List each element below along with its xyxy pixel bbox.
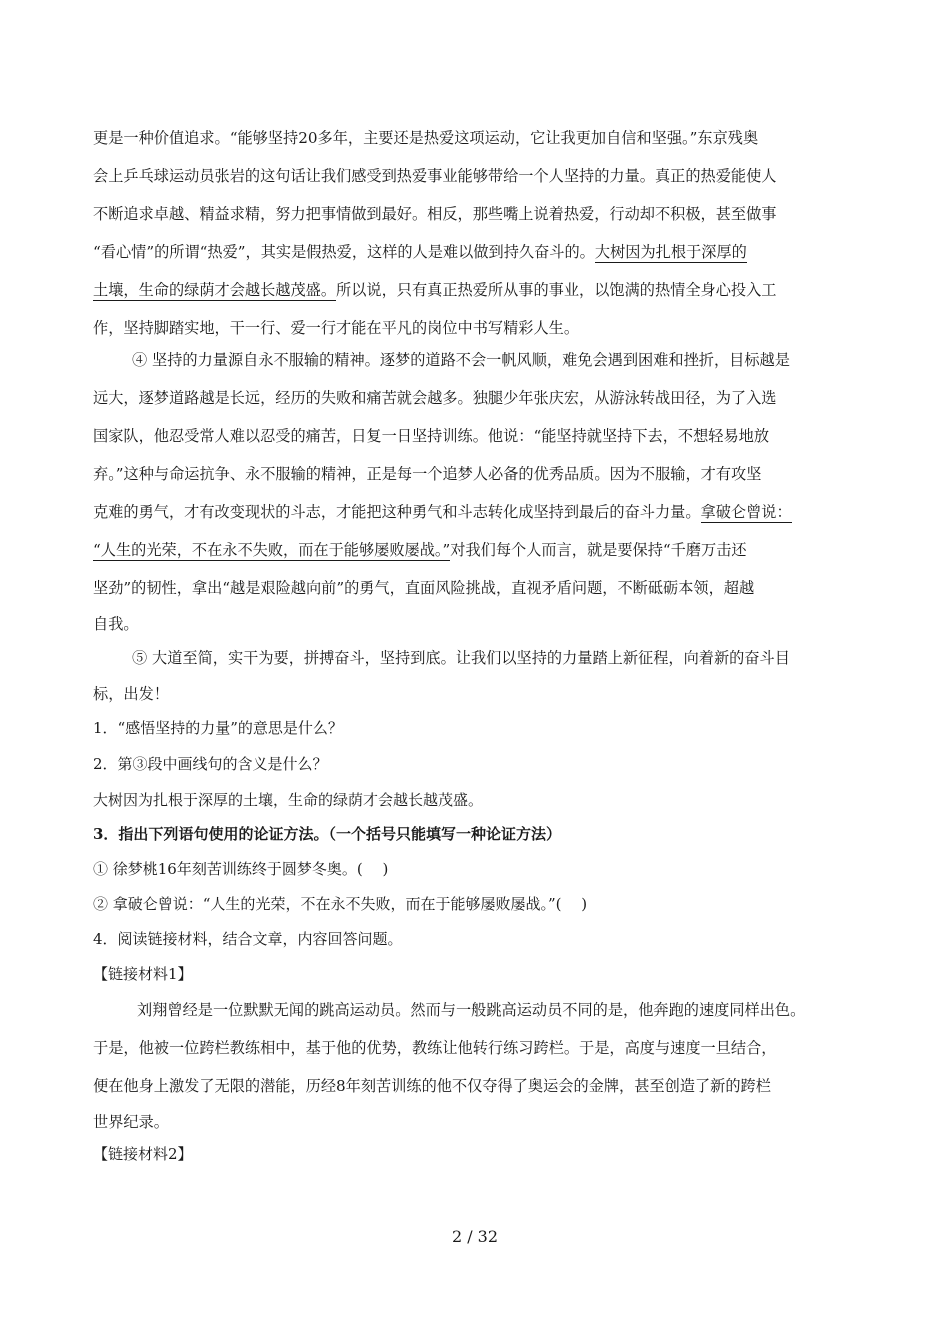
question-2-sentence: 大树因为扎根于深厚的土壤，生命的绿荫才会越长越茂盛。 <box>93 791 484 809</box>
material-1-line-3: 便在他身上激发了无限的潜能，历经8年刻苦训练的他不仅夺得了奥运会的金牌，甚至创造了新的跨栏 <box>93 1077 771 1095</box>
body-line-10: 弃。”这种与命运抗争、永不服输的精神，正是每一个追梦人必备的优秀品质。因为不服输，才有攻坚 <box>93 465 762 483</box>
question-3: 3．指出下列语句使用的论证方法。（一个括号只能填写一种论证方法） <box>93 825 561 843</box>
material-1-line-4: 世界纪录。 <box>93 1113 169 1131</box>
question-2: 2．第③段中画线句的含义是什么？ <box>93 755 328 773</box>
question-3-item-1: ① 徐梦桃16年刻苦训练终于圆梦冬奥。( ) <box>93 860 389 878</box>
body-line-4: “看心情”的所谓“热爱”，其实是假热爱，这样的人是难以做到持久奋斗的。大树因为扎根于深厚的 <box>93 243 747 261</box>
body-line-3: 不断追求卓越、精益求精，努力把事情做到最好。相反，那些嘴上说着热爱，行动却不积极，甚至做事 <box>93 205 777 223</box>
underlined-sentence: 大树因为扎根于深厚的 <box>594 243 747 261</box>
body-line-11: 克难的勇气，才有改变现状的斗志，才能把这种勇气和斗志转化成坚持到最后的奋斗力量。拿破仑曾说： <box>93 503 792 521</box>
underlined-sentence: 拿破仑曾说： <box>700 503 792 521</box>
paragraph-4-start: ④ 坚持的力量源自永不服输的精神。逐梦的道路不会一帆风顺，难免会遇到困难和挫折，目标越是 <box>132 351 790 369</box>
question-4: 4．阅读链接材料，结合文章，内容回答问题。 <box>93 930 403 948</box>
question-1: 1．“感悟坚持的力量”的意思是什么？ <box>93 719 343 737</box>
paragraph-5-start: ⑤ 大道至简，实干为要，拼搏奋斗，坚持到底。让我们以坚持的力量踏上新征程，向着新的奋斗目 <box>132 649 790 667</box>
body-line-16: 标，出发！ <box>93 685 169 703</box>
body-line-6: 作，坚持脚踏实地，干一行、爱一行才能在平凡的岗位中书写精彩人生。 <box>93 319 579 337</box>
material-1-header: 【链接材料1】 <box>93 965 193 983</box>
material-1-line-2: 于是，他被一位跨栏教练相中，基于他的优势，教练让他转行练习跨栏。于是，高度与速度一旦结合， <box>93 1039 777 1057</box>
body-line-5: 土壤，生命的绿荫才会越长越茂盛。所以说，只有真正热爱所从事的事业，以饱满的热情全身心投入工 <box>93 281 777 299</box>
underlined-sentence: 土壤，生命的绿荫才会越长越茂盛。 <box>93 281 336 299</box>
question-3-item-2: ② 拿破仑曾说：“人生的光荣，不在永不失败，而在于能够屡败屡战。”( ) <box>93 895 588 913</box>
material-1-line-1: 刘翔曾经是一位默默无闻的跳高运动员。然而与一般跳高运动员不同的是，他奔跑的速度同样出色。 <box>137 1001 806 1019</box>
body-line-13: 坚劲”的韧性，拿出“越是艰险越向前”的勇气，直面风险挑战，直视矛盾问题，不断砥砺本领，超越 <box>93 579 755 597</box>
material-2-header: 【链接材料2】 <box>93 1145 193 1163</box>
page-number: 2 / 32 <box>451 1227 499 1246</box>
body-line-12: “人生的光荣，不在永不失败，而在于能够屡败屡战。”对我们每个人而言，就是要保持“千磨万击还 <box>93 541 747 559</box>
body-line-8: 远大，逐梦道路越是长远，经历的失败和痛苦就会越多。独腿少年张庆宏，从游泳转战田径，为了入选 <box>93 389 777 407</box>
body-line-2: 会上乒乓球运动员张岩的这句话让我们感受到热爱事业能够带给一个人坚持的力量。真正的热爱能使人 <box>93 167 777 185</box>
body-line-1: 更是一种价值追求。“能够坚持20多年，主要还是热爱这项运动，它让我更加自信和坚强。”东京残奥 <box>93 129 759 147</box>
underlined-sentence: “人生的光荣，不在永不失败，而在于能够屡败屡战。” <box>93 541 451 559</box>
body-line-9: 国家队，他忍受常人难以忍受的痛苦，日复一日坚持训练。他说：“能坚持就坚持下去，不想轻易地放 <box>93 427 770 445</box>
body-line-14: 自我。 <box>93 615 139 633</box>
